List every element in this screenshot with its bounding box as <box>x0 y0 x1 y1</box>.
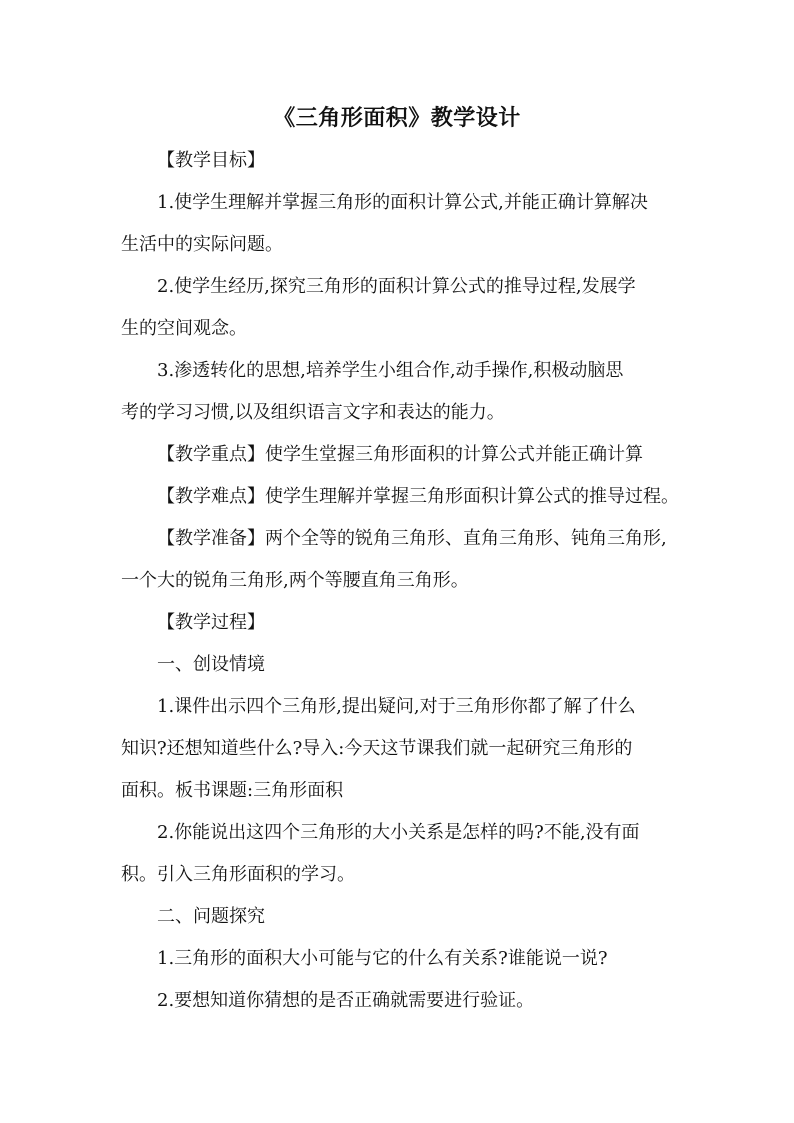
paragraph-line: 1.三角形的面积大小可能与它的什么有关系?谁能说一说? <box>157 948 608 969</box>
subsection-heading-problem-exploration: 二、问题探究 <box>157 906 265 927</box>
paragraph-line: 知识?还想知道些什么?导入:今天这节课我们就一起研究三角形的 <box>121 738 633 759</box>
paragraph-line: 2.你能说出这四个三角形的大小关系是怎样的吗?不能,没有面 <box>157 822 640 843</box>
subsection-heading-create-situation: 一、创设情境 <box>157 654 265 675</box>
section-heading-process: 【教学过程】 <box>157 612 265 633</box>
paragraph-line: 2.使学生经历,探究三角形的面积计算公式的推导过程,发展学 <box>157 276 636 297</box>
section-heading-objectives: 【教学目标】 <box>157 150 265 171</box>
paragraph-line: 生的空间观念。 <box>121 318 247 339</box>
section-line-key-points: 【教学重点】使学生堂握三角形面积的计算公式并能正确计算 <box>157 444 643 465</box>
section-line-difficult-points: 【教学难点】使学生理解并掌握三角形面积计算公式的推导过程。 <box>157 486 679 507</box>
paragraph-line: 1.课件出示四个三角形,提出疑问,对于三角形你都了解了什么 <box>157 696 636 717</box>
document-title: 《三角形面积》教学设计 <box>273 105 521 131</box>
paragraph-line: 考的学习习惯,以及组织语言文字和表达的能力。 <box>121 402 505 423</box>
paragraph-line: 生活中的实际问题。 <box>121 234 283 255</box>
section-line-preparation: 【教学准备】两个全等的锐角三角形、直角三角形、钝角三角形, <box>157 528 667 549</box>
paragraph-line: 面积。板书课题:三角形面积 <box>121 780 344 801</box>
paragraph-line: 积。引入三角形面积的学习。 <box>121 864 355 885</box>
paragraph-line: 3.渗透转化的思想,培养学生小组合作,动手操作,积极动脑思 <box>157 360 624 381</box>
paragraph-line: 一个大的锐角三角形,两个等腰直角三角形。 <box>121 570 469 591</box>
paragraph-line: 2.要想知道你猜想的是否正确就需要进行验证。 <box>157 990 535 1011</box>
paragraph-line: 1.使学生理解并掌握三角形的面积计算公式,并能正确计算解决 <box>157 192 648 213</box>
